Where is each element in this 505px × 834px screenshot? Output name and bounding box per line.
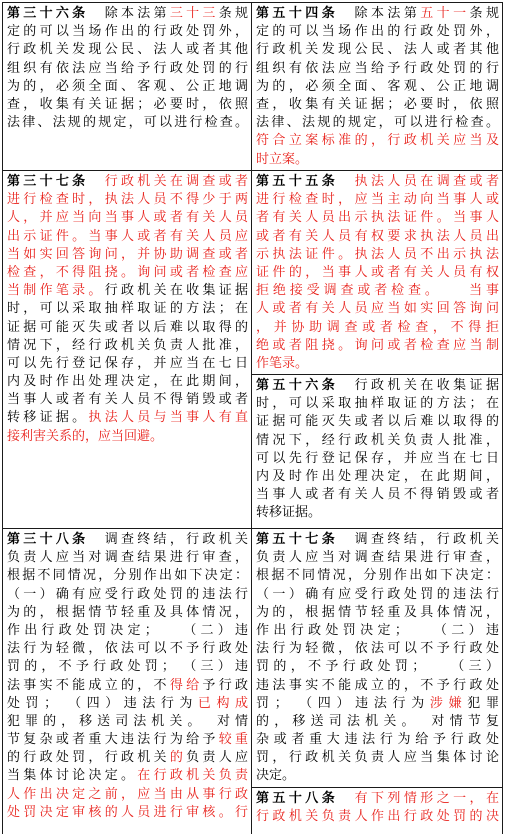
amended-text: 者有关人员出示执法证件。当事人	[256, 210, 499, 226]
article-text	[88, 174, 104, 189]
text-line	[7, 282, 248, 300]
amended-text: 的	[169, 750, 187, 766]
amended-text: 行政机关在调查或者	[104, 174, 248, 189]
text-line	[256, 191, 499, 209]
article-text: 的，移送司法机关。 对情节复	[256, 713, 499, 729]
text-line	[7, 337, 248, 355]
article-text	[338, 791, 354, 806]
article-text: 行政机关在收集证据	[338, 378, 499, 394]
text-line	[256, 604, 499, 622]
text-line	[256, 450, 499, 468]
text-line	[7, 767, 248, 785]
article-text: 情况下，经行政机关负责人批准，	[256, 432, 499, 448]
comparison-table	[2, 2, 503, 834]
amended-text: 进行检查时，应当主动向当事人或	[256, 192, 499, 208]
text-line	[7, 549, 248, 567]
text-line	[256, 78, 499, 96]
article-text: 作出行政处罚决定； （二）违	[7, 622, 248, 638]
text-line	[256, 468, 499, 486]
text-line	[256, 486, 499, 504]
article	[252, 529, 502, 787]
text-line	[7, 173, 248, 191]
article-text: 负责人应当对调查结果进行审查，	[7, 550, 248, 566]
article-text: 查，收集有关证据；必要时，依照	[7, 96, 248, 112]
article-text: 当事人或者有关人员不得销毁或者	[7, 392, 248, 408]
amended-text: 检查，不得阻挠。询问或者检查应	[7, 264, 248, 280]
text-line	[256, 377, 499, 395]
amended-text: 行政机关负责人作出行政处罚的决	[256, 808, 499, 824]
article-text: 除本法第	[88, 6, 170, 21]
text-line	[7, 246, 248, 264]
article-text: 负责人应当对调查结果进行审查，	[256, 550, 499, 566]
text-line	[256, 173, 499, 191]
amended-text: 处罚决定审核的人员进行审核。行	[7, 804, 248, 820]
amended-text: 证件的，当事人或者有关人员有权	[256, 264, 499, 280]
text-line	[7, 41, 248, 59]
text-line	[256, 531, 499, 549]
article-text: 决定。	[256, 768, 296, 784]
amended-text: 执法人员与当事人有直	[88, 410, 248, 426]
text-line	[7, 604, 248, 622]
table-row	[3, 171, 502, 529]
text-line	[7, 355, 248, 373]
text-line	[256, 749, 499, 767]
article-text: 为的，必须全面、客观、公正地调	[7, 78, 248, 94]
article	[3, 171, 251, 528]
amended-text: 三十三	[169, 6, 219, 21]
article-text: 为的，必须全面、客观、公正地调	[256, 78, 499, 94]
text-line	[256, 695, 499, 713]
article-text: 可以先行登记保存，并应当在七日	[256, 450, 499, 466]
article-text: 转移证据。	[7, 410, 89, 426]
article-text: 情况下，经行政机关负责人批准，	[7, 337, 248, 353]
text-line	[256, 622, 499, 640]
text-line	[7, 658, 248, 676]
article-text: 杂或者重大违法行为给予行政处	[256, 732, 499, 748]
text-line	[7, 731, 248, 749]
article-text: 为的，根据情节轻重及具体情况，	[7, 604, 248, 620]
text-line	[7, 749, 248, 767]
article-text: 组织有依法应当给予行政处罚的行	[256, 60, 499, 76]
article-text: 调查终结，行政机关	[338, 532, 499, 547]
amended-text: 较重	[218, 732, 248, 748]
article-text: 根据不同情况，分别作出如下决定：	[7, 568, 248, 584]
text-line	[256, 60, 499, 78]
text-line	[256, 246, 499, 264]
text-line	[7, 391, 248, 409]
article-number: 第五十四条	[256, 6, 339, 21]
amended-text: 人，并应当向当事人或者有关人员	[7, 210, 248, 226]
text-line	[7, 428, 248, 446]
article-text: 犯罪	[467, 695, 499, 711]
text-line	[7, 300, 248, 318]
text-line	[7, 78, 248, 96]
amended-text: 在行政机关负责	[137, 768, 248, 784]
text-line	[7, 531, 248, 549]
amended-text: 示执法证件。执法人员不出示执法	[256, 246, 499, 262]
article-text: 根据不同情况，分别作出如下决定：	[256, 568, 499, 584]
text-line	[7, 786, 248, 804]
text-line	[7, 713, 248, 731]
table-row	[3, 529, 502, 834]
article	[252, 374, 502, 528]
article-number: 第五十七条	[256, 532, 339, 547]
text-line	[256, 23, 499, 41]
text-line	[256, 209, 499, 227]
text-line	[256, 282, 499, 300]
original-text-cell	[3, 3, 252, 170]
amended-text: 接利害关系的，应当回避。	[7, 428, 164, 444]
amended-text: 执法人员在调查或者	[354, 174, 499, 189]
text-line	[256, 713, 499, 731]
article-text: 行政机关发现公民、法人或者其他	[7, 42, 248, 58]
text-line	[256, 808, 499, 826]
article-text: 行政机关发现公民、法人或者其他	[256, 42, 499, 58]
article-text: 罚，行政机关负责人应当集体讨论	[256, 750, 499, 766]
article-text: 罚； （四）违法行为	[256, 695, 430, 711]
original-text-cell	[3, 529, 252, 834]
article-text: 内及时作出处理决定，在此期间，	[7, 374, 248, 390]
text-line	[256, 395, 499, 413]
text-line	[7, 677, 248, 695]
article-text: 当事人或者有关人员不得销毁或者	[256, 487, 499, 503]
article-number: 第三十七条	[7, 174, 89, 189]
article	[3, 3, 251, 170]
text-line	[256, 567, 499, 585]
article-text: 条规	[218, 6, 248, 21]
text-line	[7, 191, 248, 209]
text-line	[7, 640, 248, 658]
revised-text-cell	[252, 529, 502, 834]
original-text-cell	[3, 171, 252, 528]
text-line	[256, 41, 499, 59]
text-line	[256, 413, 499, 431]
text-line	[256, 264, 499, 282]
amended-text: 时立案。	[256, 151, 309, 167]
amended-text: 得给	[169, 677, 203, 693]
text-line	[256, 767, 499, 785]
article-text: 予行政	[202, 677, 248, 693]
text-line	[256, 96, 499, 114]
amended-text: 已构成	[197, 695, 248, 711]
article-text: 除本法第	[338, 6, 421, 21]
article-text: 查，收集有关证据；必要时，依照	[256, 96, 499, 112]
amended-text: 拒绝接受调查或者检查。 当事	[256, 283, 499, 299]
text-line	[256, 677, 499, 695]
text-line	[256, 731, 499, 749]
article-text	[338, 174, 354, 189]
text-line	[256, 300, 499, 318]
amended-text: 出示证件。当事人或者有关人员应	[7, 228, 248, 244]
article-text: 负责人应	[186, 750, 248, 766]
article-text: 行政机关在收集证据	[104, 283, 248, 299]
text-line	[7, 264, 248, 282]
article-text: 节复杂或者重大违法行为给予	[7, 732, 219, 748]
article-text: 违法事实不能成立的，不予行政处	[256, 677, 499, 693]
amended-text: ，并协助调查或者检查，不得拒	[256, 319, 499, 335]
article-text: 条规	[469, 6, 499, 21]
amended-text: 人或者有关人员应当如实回答询问	[256, 301, 499, 317]
article-number: 第五十五条	[256, 174, 339, 189]
text-line	[7, 409, 248, 427]
text-line	[256, 132, 499, 150]
text-line	[7, 228, 248, 246]
text-line	[256, 355, 499, 373]
revised-text-cell	[252, 3, 502, 170]
text-line	[256, 432, 499, 450]
article-text: 法律、法规的规定，可以进行检查。	[7, 115, 248, 131]
text-line	[7, 23, 248, 41]
text-line	[256, 790, 499, 808]
article-text: 定的可以当场作出的行政处罚外，	[256, 24, 499, 40]
article-number: 第五十八条	[256, 790, 339, 806]
article-text: 时，可以采取抽样取证的方法；在	[256, 396, 499, 412]
text-line	[256, 319, 499, 337]
article-text: 证据可能灭失或者以后难以取得的	[256, 414, 499, 430]
article-text: 定的可以当场作出的行政处罚外，	[7, 24, 248, 40]
article-text: 法行为轻微，依法可以不予行政处	[7, 641, 248, 657]
amended-text: 或者有关人员有权要求执法人员出	[256, 228, 499, 244]
amended-text: 人作出决定之前，应当由从事行政	[7, 786, 248, 802]
text-line	[7, 567, 248, 585]
text-line	[7, 586, 248, 604]
text-line	[256, 5, 499, 23]
article-text: 内及时作出处理决定，在此期间，	[256, 469, 499, 484]
text-line	[256, 586, 499, 604]
article-text: 罚的，不予行政处罚； （三）违	[7, 659, 248, 675]
article-text: 法律、法规的规定，可以进行检查。	[256, 115, 499, 131]
text-line	[7, 804, 248, 822]
amended-text: 涉嫌	[429, 695, 468, 711]
article	[252, 3, 502, 170]
article-text: 的行政处罚，行政机关	[7, 750, 170, 766]
text-line	[7, 695, 248, 713]
text-line	[7, 5, 248, 23]
text-line	[256, 504, 499, 522]
article-text: 法行为轻微，依法可以不予行政处	[256, 641, 499, 657]
article-text: 处罚； （四）违法行为	[7, 695, 198, 711]
text-line	[256, 337, 499, 355]
text-line	[256, 658, 499, 676]
amended-text: 五十一	[420, 6, 470, 21]
article-number: 第三十六条	[7, 6, 89, 21]
text-line	[256, 549, 499, 567]
article-text: 可以先行登记保存，并应当在七日	[7, 355, 248, 371]
table-row	[3, 3, 502, 171]
article-text: 当集体讨论决定。	[7, 768, 138, 784]
article-text: 作出行政处罚决定； （二）违	[256, 622, 499, 638]
amended-text: 当如实回答询问，并协助调查或者	[7, 246, 248, 262]
article-text: （一）确有应受行政处罚的违法行	[256, 586, 499, 602]
revised-text-cell	[252, 171, 502, 528]
article-text: 为的，根据情节轻重及具体情况，	[256, 604, 499, 620]
text-line	[256, 228, 499, 246]
text-line	[7, 96, 248, 114]
article-text: 组织有依法应当给予行政处罚的行	[7, 60, 248, 76]
article-number: 第三十八条	[7, 532, 89, 547]
text-line	[7, 60, 248, 78]
article-text: 罚的，不予行政处罚； （三）	[256, 659, 499, 675]
article-text: （一）确有应受行政处罚的违法行	[7, 586, 248, 602]
article	[3, 529, 251, 834]
amended-text: 进行检查时，执法人员不得少于两	[7, 192, 248, 208]
text-line	[7, 373, 248, 391]
article-text: 调查终结，行政机关	[88, 532, 248, 547]
text-line	[7, 319, 248, 337]
article-text: 时，可以采取抽样取证的方法；在	[7, 301, 248, 317]
article	[252, 171, 502, 374]
text-line	[256, 114, 499, 132]
text-line	[7, 209, 248, 227]
article	[252, 787, 502, 834]
amended-text: 绝或者阻挠。询问或者检查应当制	[256, 337, 499, 353]
amended-text: 作笔录。	[256, 355, 309, 371]
amended-text: 当制作笔录。	[7, 283, 105, 299]
article-text: 转移证据。	[256, 505, 322, 521]
amended-text: 有下列情形之一，在	[354, 790, 499, 806]
article-text: 法事实不能成立的，不	[7, 677, 170, 693]
text-line	[256, 640, 499, 658]
article-text: 犯罪的，移送司法机关。 对情	[7, 713, 248, 729]
text-line	[256, 151, 499, 169]
article-text: 证据可能灭失或者以后难以取得的	[7, 319, 248, 335]
article-number: 第五十六条	[256, 378, 339, 394]
amended-text: 符合立案标准的，行政机关应当及	[256, 133, 499, 149]
text-line	[7, 114, 248, 132]
text-line	[7, 622, 248, 640]
